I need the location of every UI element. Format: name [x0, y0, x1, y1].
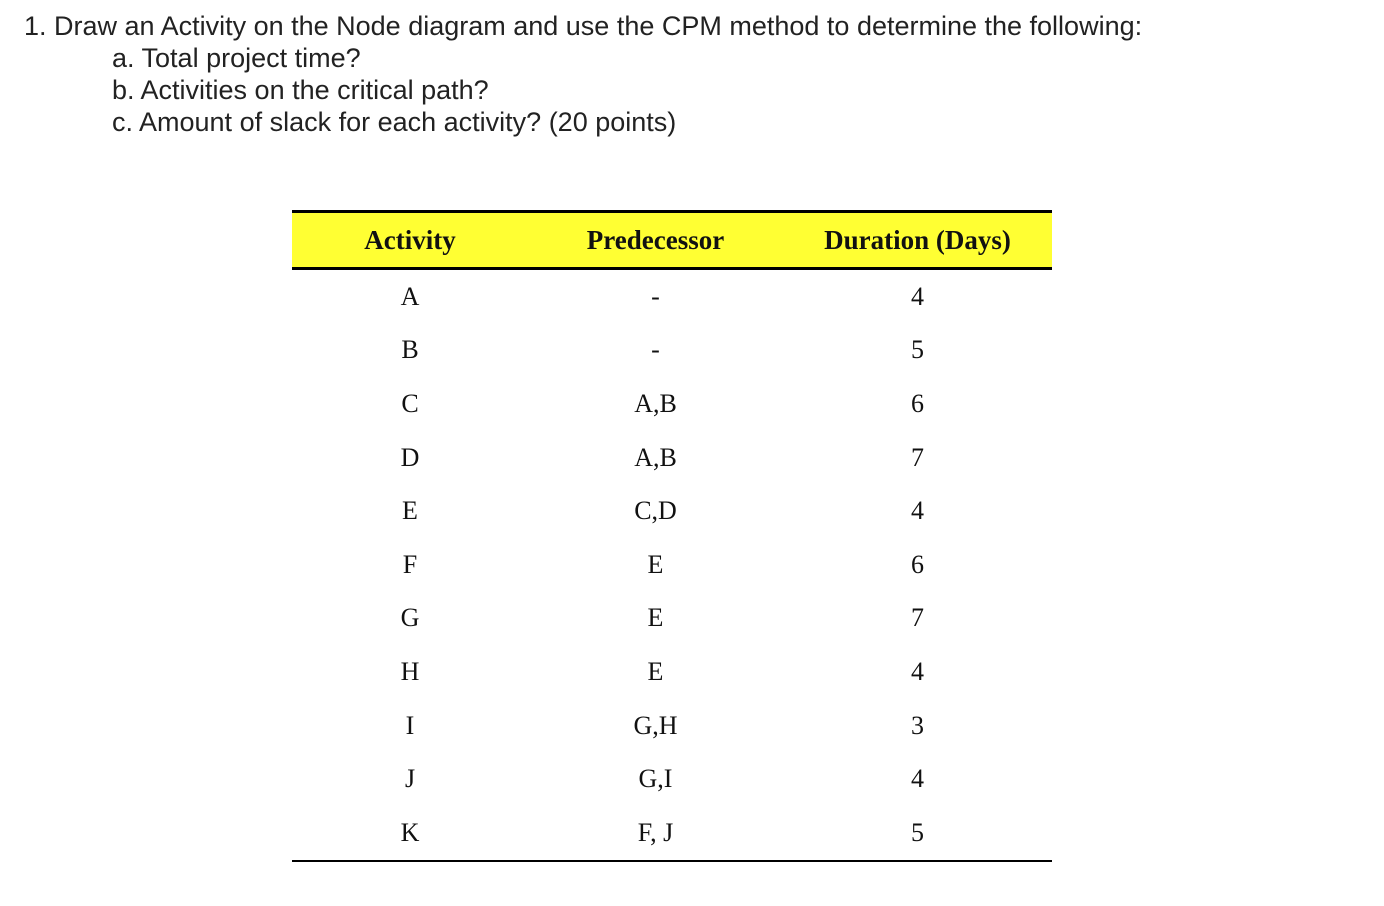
header-predecessor: Predecessor: [528, 212, 783, 269]
cell-duration: 7: [911, 603, 924, 633]
cell-activity: B: [401, 335, 419, 365]
cell-predecessor: F, J: [528, 806, 783, 861]
cell-duration: 6: [911, 388, 924, 418]
table-header: [292, 212, 1052, 269]
cell-duration: 3: [911, 710, 924, 740]
activity-table: [292, 210, 1052, 862]
cell-duration: 4: [911, 656, 924, 686]
table-row: [292, 592, 1052, 646]
table-row: [292, 699, 1052, 753]
cell-predecessor: G,H: [633, 710, 678, 740]
activity-table-wrapper: [292, 210, 1052, 862]
table-row: [292, 752, 1052, 806]
table-row: [292, 431, 1052, 485]
question-item-c: c. Amount of slack for each activity? (20 points): [112, 107, 677, 137]
cell-predecessor: -: [651, 281, 660, 311]
table-body: [292, 269, 1052, 861]
table-row: [292, 538, 1052, 592]
question-main-text: 1. Draw an Activity on the Node diagram and use the CPM method to determine the following:: [24, 11, 1143, 41]
question-item-b: b. Activities on the critical path?: [112, 75, 489, 105]
cell-duration: 4: [911, 281, 924, 311]
cell-predecessor: -: [651, 335, 660, 365]
cell-predecessor: E: [647, 603, 664, 633]
cell-predecessor: C,D: [634, 496, 677, 526]
header-duration: Duration (Days): [783, 212, 1052, 269]
cell-predecessor: E: [647, 656, 664, 686]
cell-predecessor: E: [647, 549, 664, 579]
header-row: [292, 212, 1052, 269]
cell-duration: 5: [911, 335, 924, 365]
cell-activity: A: [400, 281, 420, 311]
cell-predecessor: G,I: [638, 764, 673, 794]
cell-activity: J: [404, 764, 416, 794]
table-row: [292, 324, 1052, 378]
cell-activity: I: [405, 710, 415, 740]
cell-activity: D: [400, 442, 420, 472]
header-activity: Activity: [292, 212, 528, 269]
cell-activity: F: [402, 549, 418, 579]
table-row: [292, 806, 1052, 861]
question-item-a: a. Total project time?: [112, 43, 361, 73]
cell-duration: 4: [911, 496, 924, 526]
table-row: [292, 377, 1052, 431]
cell-activity: H: [400, 656, 420, 686]
cell-activity: C: [401, 388, 419, 418]
cell-activity: G: [400, 603, 420, 633]
cell-duration: 5: [783, 806, 1052, 861]
question-block: [24, 10, 1142, 138]
cell-duration: 7: [911, 442, 924, 472]
cell-predecessor: A,B: [634, 442, 677, 472]
cell-duration: 4: [911, 764, 924, 794]
cell-duration: 6: [911, 549, 924, 579]
table-row: [292, 269, 1052, 324]
cell-predecessor: A,B: [634, 388, 677, 418]
cell-activity: K: [292, 806, 528, 861]
table-row: [292, 484, 1052, 538]
cell-activity: E: [402, 496, 418, 526]
table-row: [292, 645, 1052, 699]
